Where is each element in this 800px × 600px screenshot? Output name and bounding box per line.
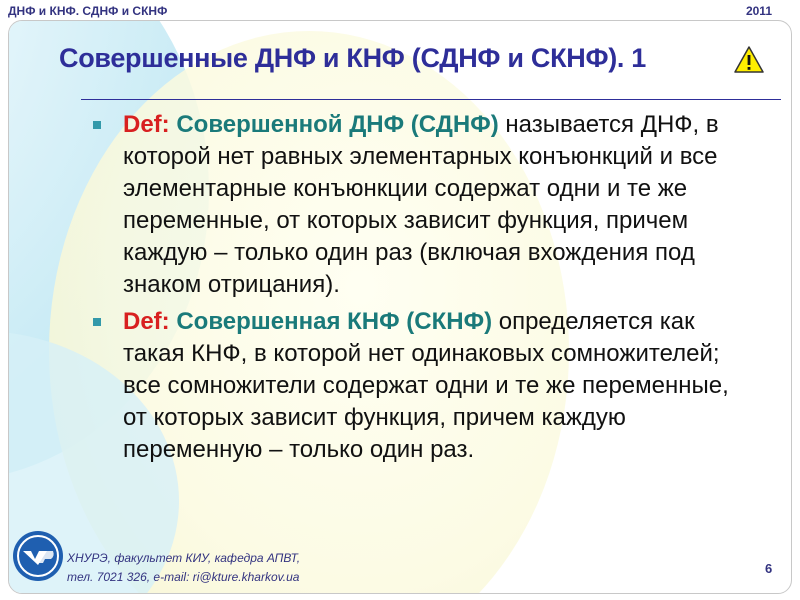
header-year: 2011 <box>745 4 772 18</box>
bullet-sknf <box>93 306 733 466</box>
bullet-marker <box>93 318 101 326</box>
bullet-sdnf <box>93 109 733 301</box>
slide-title: Совершенные ДНФ и КНФ (СДНФ и СКНФ). 1 <box>59 43 647 73</box>
title-divider <box>81 99 781 100</box>
bullet-text: определяется как такая КНФ, в которой нет одинаковых сомножителей; все сомножители содержат одни и те же переменные, от которых зависит функция, причем каждую переменную – только один раз. <box>123 308 729 463</box>
def-label: Def: <box>123 308 170 335</box>
bullet-text: называется ДНФ, в которой нет равных элементарных конъюнкций и все элементарные конъюнкции содержат одни и те же переменные, от которых зависит функция, причем каждую – только один раз (включая вхождения под знаком отрицания). <box>123 111 719 298</box>
slide-frame <box>8 20 792 594</box>
header-bar <box>0 0 800 22</box>
bullet-list <box>93 109 733 471</box>
def-label: Def: <box>123 111 170 138</box>
university-logo <box>11 529 65 583</box>
footer-line-2: тел. 7021 326, e-mail: ri@kture.kharkov.ua <box>67 570 300 584</box>
bullet-marker <box>93 121 101 129</box>
header-topic: ДНФ и КНФ. СДНФ и СКНФ <box>8 4 168 18</box>
footer-contacts <box>67 549 300 587</box>
warning-triangle-icon <box>734 45 764 75</box>
term-sdnf: Совершенной ДНФ (СДНФ) <box>176 111 499 138</box>
term-sknf: Совершенная КНФ (СКНФ) <box>176 308 493 335</box>
page-number: 6 <box>765 561 773 576</box>
footer-line-1: ХНУРЭ, факультет КИУ, кафедра АПВТ, <box>67 551 301 565</box>
